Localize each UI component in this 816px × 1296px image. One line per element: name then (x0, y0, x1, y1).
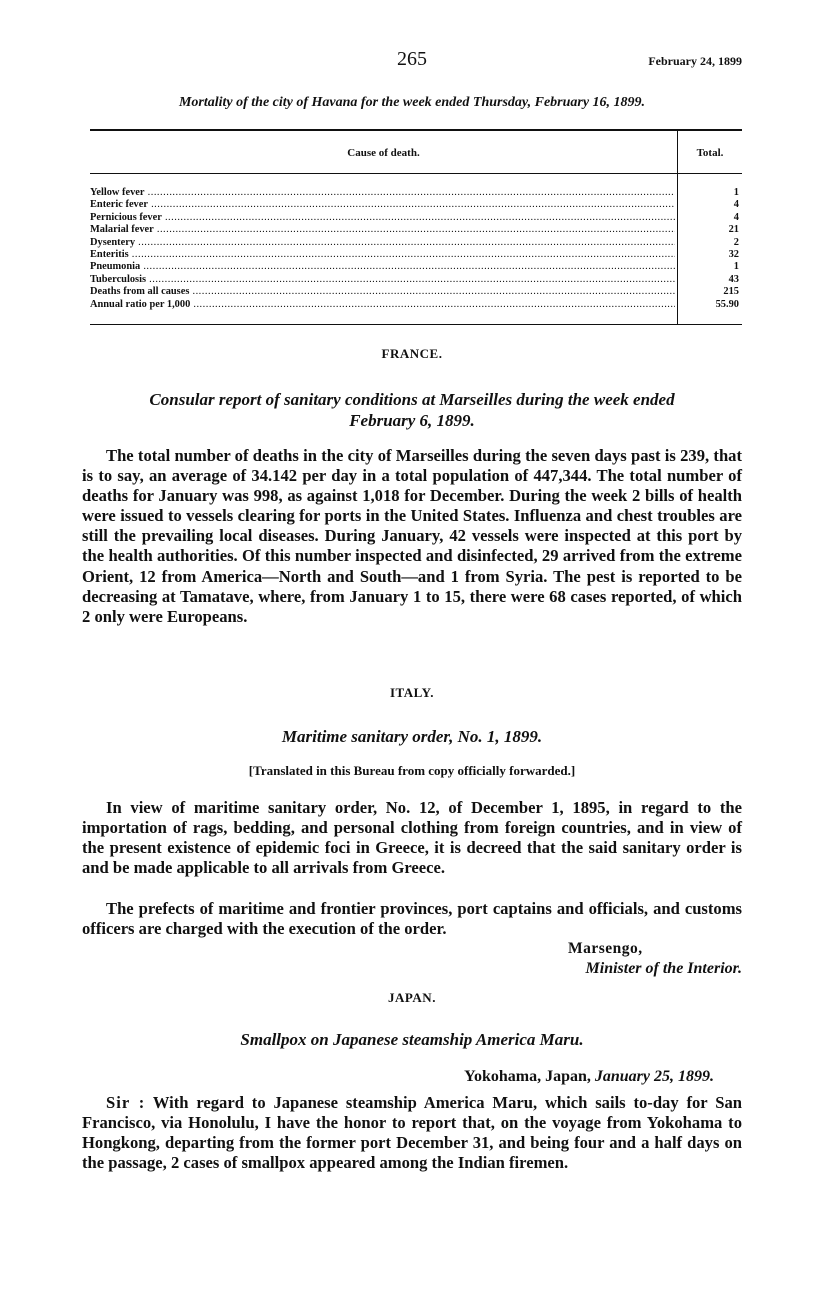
total-cell: 215 (723, 286, 739, 298)
cause-cell: Malarial fever ..... (90, 224, 675, 236)
total-cell: 32 (728, 248, 739, 260)
cause-cell: Pneumonia ..... (90, 261, 675, 273)
italy-paragraph-1 (82, 798, 742, 878)
table-row (90, 199, 742, 211)
table-row (90, 249, 742, 261)
table-header-rule (90, 173, 742, 174)
cause-cell: Enteritis ..... (90, 249, 675, 261)
salutation: Sir : (106, 1093, 146, 1112)
table-row (90, 212, 742, 224)
column-header-total: Total. (696, 147, 724, 159)
header-date: February 24, 1899 (648, 54, 742, 68)
signature-title: Minister of the Interior. (585, 960, 742, 977)
cause-cell: Yellow fever ..... (90, 187, 675, 199)
japan-heading: JAPAN. (388, 990, 436, 1005)
translation-note: [Translated in this Bureau from copy officially forwarded.] (248, 763, 576, 778)
table-row (90, 274, 742, 286)
japan-paragraph (82, 1093, 742, 1173)
total-cell: 55.90 (715, 298, 739, 310)
france-paragraph-text: The total number of deaths in the city of Marseilles during the seven days past is 239, that is to say, an average of 34.142 per day in a total population of 447,344. The total number of deaths for January was 998, as against 1,018 for December. During the week 2 bills of health were issued to vessels clearing for ports in the United States. Influenza and chest troubles are still the prevailing local diseases. During January, 42 vessels were inspected at this port by the health authorities. Of this number inspected and disinfected, 29 arrived from the extreme Orient, 12 from America—North and South—and 1 from Syria. The pest is reported to be decreasing at Tamatave, where, from January 1 to 15, there were 68 cases reported, of which 2 only were Europeans. (82, 446, 742, 626)
total-cell: 43 (728, 273, 739, 285)
signature-name: Marsengo, (568, 940, 643, 957)
japan-paragraph-body (82, 1093, 742, 1173)
italy-heading: ITALY. (389, 685, 435, 700)
table-row (90, 286, 742, 298)
mortality-table (90, 129, 742, 325)
table-row (90, 299, 742, 311)
total-cell: 4 (733, 211, 739, 223)
total-cell: 1 (733, 187, 739, 198)
france-paragraph (82, 446, 742, 627)
japan-paragraph-text: With regard to Japanese steamship America Maru, which sails to-day for San Francisco, via Honolulu, I have the honor to report that, on the voyage from Yokohama to Hongkong, departing from the former port December 31, and being four and a half days on the passage, 2 cases of smallpox appeared among the Indian firemen. (82, 1093, 742, 1173)
table-row (90, 187, 742, 199)
france-heading: FRANCE. (381, 346, 443, 361)
italy-paragraph-1-text: In view of maritime sanitary order, No. 12, of December 1, 1895, in regard to the importation of rags, bedding, and personal clothing from foreign countries, and in view of the present existence of epidemic foci in Greece, it is decreed that the said sanitary order is and be made applicable to all arrivals from Greece. (82, 798, 742, 878)
france-subtitle-line1: Consular report of sanitary conditions at Marseilles during the week ended (149, 390, 675, 409)
total-cell: 4 (733, 199, 739, 211)
total-cell: 1 (733, 261, 739, 273)
cause-cell: Annual ratio per 1,000 ..... (90, 299, 675, 311)
total-cell: 21 (728, 224, 739, 236)
italy-subtitle: Maritime sanitary order, No. 1, 1899. (281, 727, 543, 746)
cause-cell: Dysentery ..... (90, 237, 675, 249)
italy-paragraph-2-text: The prefects of maritime and frontier provinces, port captains and officials, and customs officers are charged with the execution of the order. (82, 899, 742, 939)
cause-cell: Deaths from all causes ..... (90, 286, 675, 298)
havana-table-title: Mortality of the city of Havana for the week ended Thursday, February 16, 1899. (178, 95, 646, 110)
dateline-place: Yokohama, Japan, (464, 1068, 591, 1085)
total-cell: 2 (733, 236, 739, 248)
france-subtitle (82, 389, 742, 431)
italy-paragraph-2 (82, 899, 742, 939)
japan-subtitle: Smallpox on Japanese steamship America Maru. (240, 1030, 584, 1049)
table-row (90, 261, 742, 273)
column-header-cause: Cause of death. (347, 147, 420, 159)
cause-cell: Enteric fever ..... (90, 199, 675, 211)
dateline-date: January 25, 1899. (594, 1068, 714, 1085)
france-subtitle-line2: February 6, 1899. (349, 411, 475, 430)
page-header (82, 48, 742, 72)
page-number: 265 (397, 48, 427, 70)
dateline (464, 1068, 714, 1086)
cause-cell: Tuberculosis ..... (90, 274, 675, 286)
table-row (90, 237, 742, 249)
cause-cell: Pernicious fever ..... (90, 212, 675, 224)
table-row (90, 224, 742, 236)
table-body (90, 187, 742, 311)
